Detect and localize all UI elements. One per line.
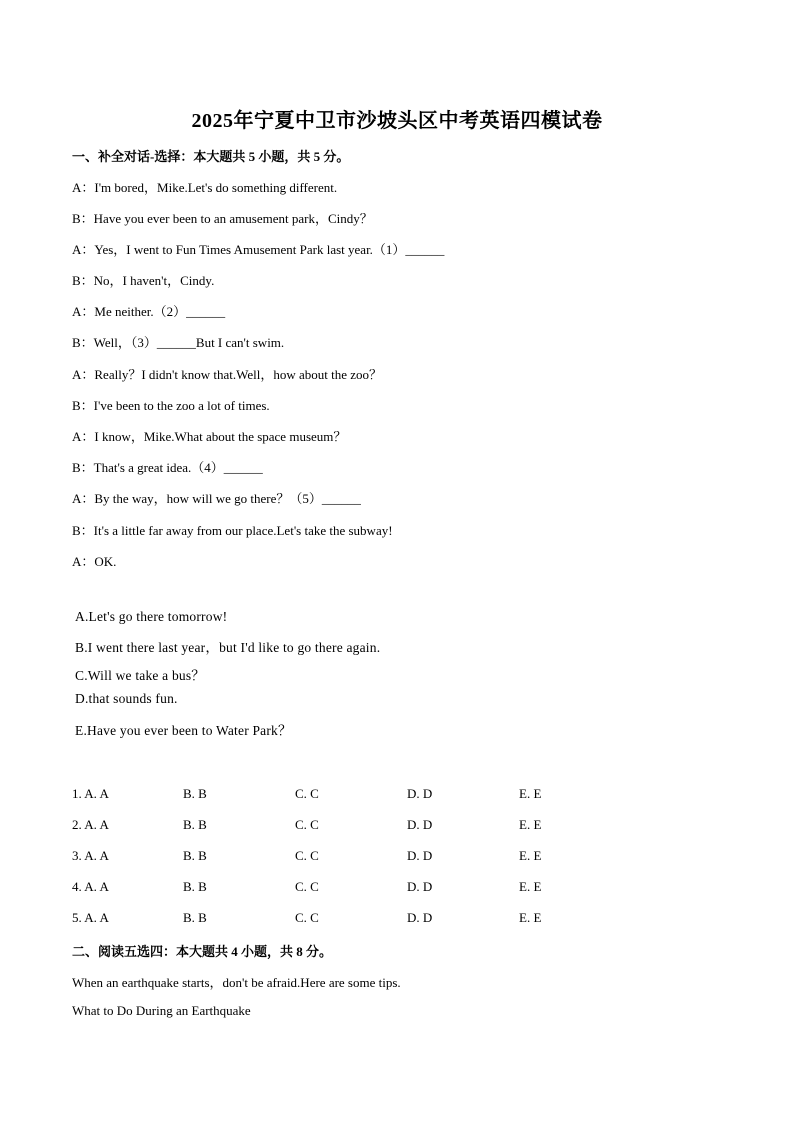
option-d: D.that sounds fun.	[75, 691, 178, 706]
page-title: 2025年宁夏中卫市沙坡头区中考英语四模试卷	[191, 110, 603, 132]
answer-choice[interactable]: 2. A. A	[72, 817, 109, 832]
dialogue-line: A：By the way，how will we go there？（5）______	[72, 491, 361, 506]
section1-heading: 一、补全对话-选择：本大题共 5 小题，共 5 分。	[72, 149, 350, 164]
answer-choice[interactable]: E. E	[519, 910, 542, 925]
answer-row	[72, 848, 632, 866]
answer-choice[interactable]: C. C	[295, 786, 319, 801]
dialogue-line: B：No，I haven't，Cindy.	[72, 273, 215, 288]
answer-choice[interactable]: D. D	[407, 879, 433, 894]
answer-choice[interactable]: C. C	[295, 817, 319, 832]
dialogue-line: B：Well，（3）______But I can't swim.	[72, 335, 285, 350]
dialogue-line: A：I know，Mike.What about the space museum？	[72, 429, 347, 444]
answer-choice[interactable]: D. D	[407, 910, 433, 925]
dialogue-line: A：Really？I didn't know that.Well，how about the zoo？	[72, 367, 382, 382]
section2-heading: 二、阅读五选四：本大题共 4 小题，共 8 分。	[72, 944, 333, 959]
answer-choice[interactable]: C. C	[295, 848, 319, 863]
answer-choice[interactable]: E. E	[519, 848, 542, 863]
answer-row	[72, 879, 632, 897]
answer-choice[interactable]: D. D	[407, 848, 433, 863]
answer-choice[interactable]: B. B	[183, 786, 207, 801]
answer-choice[interactable]: B. B	[183, 910, 207, 925]
answer-row	[72, 817, 632, 835]
dialogue-line: A：Me neither.（2）______	[72, 304, 226, 319]
dialogue-line: B：It's a little far away from our place.Let's take the subway!	[72, 523, 393, 538]
passage-line: When an earthquake starts，don't be afraid.Here are some tips.	[72, 975, 401, 990]
dialogue-line: A：OK.	[72, 554, 117, 569]
option-c: C.Will we take a bus？	[75, 668, 206, 683]
answer-choice[interactable]: D. D	[407, 786, 433, 801]
answer-row	[72, 910, 632, 928]
answer-choice[interactable]: C. C	[295, 879, 319, 894]
answer-choice[interactable]: E. E	[519, 817, 542, 832]
answer-choice[interactable]: 5. A. A	[72, 910, 109, 925]
dialogue-line: B：Have you ever been to an amusement park，Cindy？	[72, 211, 373, 226]
answer-row	[72, 786, 632, 804]
dialogue-line: B：That's a great idea.（4）______	[72, 460, 263, 475]
dialogue-line: B：I've been to the zoo a lot of times.	[72, 398, 270, 413]
answer-choice[interactable]: B. B	[183, 848, 207, 863]
option-e: E.Have you ever been to Water Park？	[75, 723, 292, 738]
answer-choice[interactable]: 3. A. A	[72, 848, 109, 863]
answer-choice[interactable]: D. D	[407, 817, 433, 832]
dialogue-line: A：Yes，I went to Fun Times Amusement Park last year.（1）______	[72, 242, 445, 257]
answer-choice[interactable]: 1. A. A	[72, 786, 109, 801]
dialogue-line: A：I'm bored，Mike.Let's do something different.	[72, 180, 338, 195]
answer-choice[interactable]: 4. A. A	[72, 879, 109, 894]
answer-choice[interactable]: B. B	[183, 817, 207, 832]
option-b: B.I went there last year，but I'd like to go there again.	[75, 640, 381, 655]
answer-choice[interactable]: E. E	[519, 786, 542, 801]
answer-choice[interactable]: C. C	[295, 910, 319, 925]
option-a: A.Let's go there tomorrow!	[75, 609, 228, 624]
answer-choice[interactable]: B. B	[183, 879, 207, 894]
passage-line: What to Do During an Earthquake	[72, 1003, 251, 1018]
answer-choice[interactable]: E. E	[519, 879, 542, 894]
